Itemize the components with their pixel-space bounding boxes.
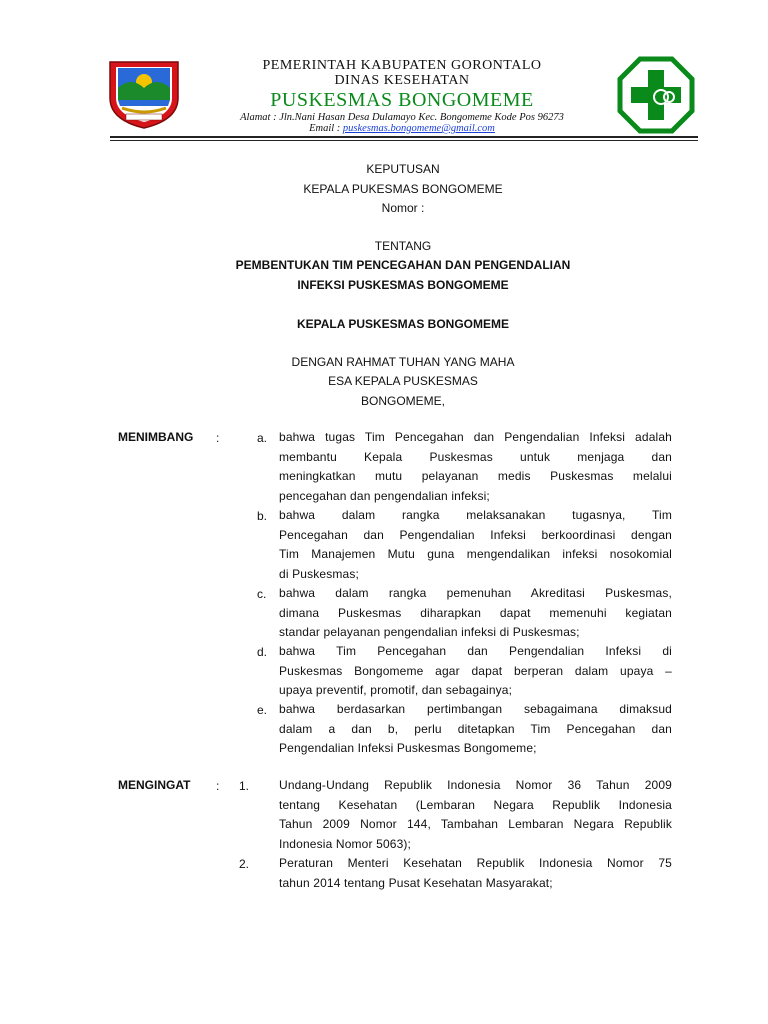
letterhead	[190, 58, 614, 134]
grace-line-3: BONGOMEME,	[360, 394, 445, 408]
decree-subject-line-2: INFEKSI PUSKESMAS BONGOMEME	[297, 278, 509, 292]
letterhead-email-line	[190, 123, 614, 134]
grace-line-2: ESA KEPALA PUSKESMAS	[328, 374, 478, 388]
list-item-marker: 2.	[239, 857, 250, 871]
decree-title: KEPUTUSAN	[366, 162, 440, 176]
list-item-text	[279, 854, 672, 893]
text-line: Pengendalian Infeksi Puskesmas Bongomeme;	[279, 741, 537, 755]
text-line: tentang Kesehatan (Lembaran Negara Republik Indonesia	[279, 797, 672, 812]
list-item-marker: a.	[257, 431, 268, 445]
list-item-text	[279, 776, 672, 854]
text-line: bahwa tugas Tim Pencegahan dan Pengendalian Infeksi adalah	[279, 430, 672, 444]
list-item-marker: e.	[257, 703, 268, 717]
decree-subject-line-1: PEMBENTUKAN TIM PENCEGAHAN DAN PENGENDALIAN	[235, 258, 571, 272]
list-item-marker: c.	[257, 587, 267, 601]
section-colon: :	[216, 779, 220, 793]
decree-number: Nomor :	[381, 201, 425, 215]
decree-authority: KEPALA PUSKESMAS BONGOMEME	[296, 317, 509, 331]
text-line: upaya preventif, promotif, dan sebagainya;	[279, 683, 513, 697]
email-link[interactable]: puskesmas.bongomeme@gmail.com	[342, 123, 495, 134]
text-line: Puskesmas Bongomeme agar dapat berperan dalam upaya –	[279, 663, 672, 678]
text-line: tahun 2014 tentang Pusat Kesehatan Masyarakat;	[279, 875, 553, 890]
text-line: Tahun 2009 Nomor 144, Tambahan Lembaran Negara Republik	[279, 817, 672, 831]
text-line: di Puskesmas;	[279, 566, 359, 581]
text-line: membantu Kepala Puskesmas untuk menjaga dan	[279, 449, 672, 464]
text-line: Tim Manajemen Mutu guna mengendalikan infeksi nosokomial	[279, 547, 672, 561]
list-item-marker: 1.	[239, 779, 250, 793]
letterhead-government: PEMERINTAH KABUPATEN GORONTALO	[262, 58, 542, 73]
letterhead-address: Alamat : Jln.Nani Hasan Desa Dulamayo Kec. Bongomeme Kode Pos 96273	[240, 112, 564, 123]
text-line: Undang-Undang Republik Indonesia Nomor 36 Tahun 2009	[279, 778, 672, 792]
section-label-mengingat: MENGINGAT	[118, 778, 191, 792]
list-item-marker: b.	[257, 509, 268, 523]
decree-about: TENTANG	[374, 239, 432, 253]
regency-coat-of-arms-icon	[104, 58, 184, 130]
text-line: meningkatkan mutu pelayanan medis Puskesmas melalui	[279, 469, 672, 483]
letterhead-divider-thin	[110, 140, 698, 141]
decree-issuer: KEPALA PUKESMAS BONGOMEME	[303, 182, 503, 196]
text-line: standar pelayanan pengendalian infeksi di Puskesmas;	[279, 625, 580, 639]
section-label-menimbang: MENIMBANG	[118, 430, 194, 444]
list-item-text	[279, 506, 672, 584]
list-item-text	[279, 642, 672, 701]
list-item-text	[279, 700, 672, 759]
list-item-text	[279, 584, 672, 643]
text-line: pencegahan dan pengendalian infeksi;	[279, 488, 490, 503]
text-line: dimana Puskesmas diharapkan dapat memenuhi kegiatan	[279, 605, 672, 620]
text-line: Peraturan Menteri Kesehatan Republik Indonesia Nomor 75	[279, 856, 672, 870]
email-label: Email :	[309, 123, 343, 134]
text-line: Indonesia Nomor 5063);	[279, 836, 412, 851]
letterhead-agency: DINAS KESEHATAN	[334, 73, 470, 88]
letterhead-divider	[110, 136, 698, 138]
text-line: dalam a dan b, perlu ditetapkan Tim Pencegahan dan	[279, 721, 672, 736]
text-line: bahwa Tim Pencegahan dan Pengendalian Infeksi di	[279, 644, 672, 658]
letterhead-institution: PUSKESMAS BONGOMEME	[270, 89, 534, 111]
text-line: Pencegahan dan Pengendalian Infeksi berkoordinasi dengan	[279, 527, 672, 542]
text-line: bahwa dalam rangka pemenuhan Akreditasi Puskesmas,	[279, 586, 672, 600]
puskesmas-cross-logo-icon	[617, 56, 695, 134]
text-line: bahwa dalam rangka melaksanakan tugasnya, Tim	[279, 508, 672, 522]
list-item-text	[279, 428, 672, 506]
text-line: bahwa berdasarkan pertimbangan sebagaimana dimaksud	[279, 702, 672, 716]
section-colon: :	[216, 431, 220, 445]
list-item-marker: d.	[257, 645, 268, 659]
grace-line-1: DENGAN RAHMAT TUHAN YANG MAHA	[291, 355, 515, 369]
